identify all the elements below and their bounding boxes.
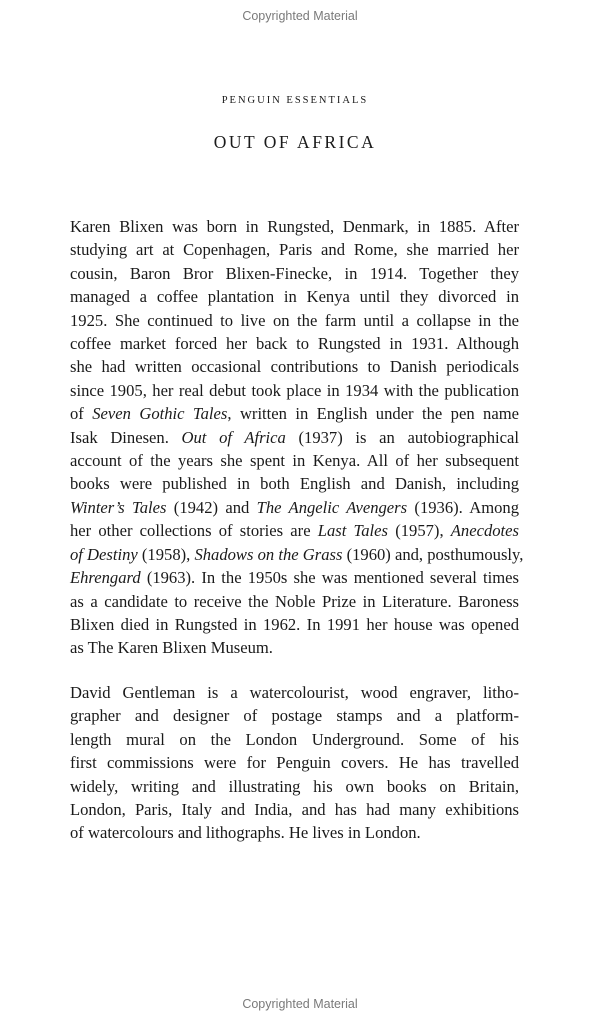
bio-line: account of the years she spent in Kenya. All of her subsequent [70,451,519,471]
bio-text: (1958), [137,544,195,564]
bio-line: David Gentleman is a watercolourist, wood engraver, litho- [70,683,519,702]
bio-text: (1960) and, posthumously, [342,544,524,564]
copyright-watermark-top: Copyrighted Material [242,9,358,23]
book-title-anecdotes: Anecdotes [450,521,519,541]
author-biography [70,215,524,660]
book-title-seven-gothic-tales: Seven Gothic Tales [92,404,228,424]
book-title-angelic-avengers: The Angelic Avengers [256,497,408,517]
bio-line: Karen Blixen was born in Rungsted, Denmark, in 1885. After [70,217,519,236]
bio-line: Blixen died in Rungsted in 1962. In 1991 her house was opened [70,614,519,634]
book-title-out-of-africa: Out of Africa [181,427,286,447]
bio-text: (1936). Among [407,497,519,517]
bio-line: as a candidate to receive the Noble Prize in Literature. Baroness [70,591,519,611]
bio-line [70,426,519,449]
bio-line: coffee market forced her back to Rungsted in 1931. Although [70,334,519,354]
bio-text: , written in English under the pen name [227,404,519,424]
series-name: PENGUIN ESSENTIALS [221,95,369,106]
bio-text: Isak Dinesen. [70,427,182,447]
bio-line: books were published in both English and Danish, including [70,474,519,494]
bio-line: she had written occasional contributions to Danish periodicals [70,357,519,377]
bio-line [70,543,524,566]
book-title-ehrengard: Ehrengard [70,568,141,588]
bio-line: cousin, Baron Bror Blixen-Finecke, in 1914. Together they [70,263,519,283]
book-title: OUT OF AFRICA [213,132,377,152]
bio-text: of [70,404,93,424]
bio-line: London, Paris, Italy and India, and has had many exhibitions [70,800,519,820]
bio-line [70,496,519,519]
bio-line: grapher and designer of postage stamps and a platform- [70,706,519,726]
bio-line: length mural on the London Underground. Some of his [70,729,519,749]
book-title-last-tales: Last Tales [317,521,388,541]
copyright-watermark-bottom: Copyrighted Material [242,997,358,1011]
bio-line: first commissions were for Penguin covers. He has travelled [70,753,519,773]
bio-line: as The Karen Blixen Museum. [70,638,273,658]
illustrator-biography [70,681,519,845]
bio-text: (1937) is an autobiographical [285,427,519,447]
bio-line [70,519,519,542]
bio-line: of watercolours and lithographs. He lives in London. [70,823,421,843]
book-title-of-destiny: of Destiny [70,544,138,564]
bio-text: (1942) and [166,497,257,517]
bio-line: widely, writing and illustrating his own books on Britain, [70,776,519,796]
bio-line [70,566,519,589]
bio-text: (1957), [388,521,451,541]
bio-line: studying art at Copenhagen, Paris and Rome, she married her [70,240,519,260]
bio-text: (1963). In the 1950s she was mentioned several times [140,568,519,588]
book-title-shadows-on-the-grass: Shadows on the Grass [194,544,343,564]
book-title-winters-tales: Winter’s Tales [70,497,167,517]
bio-line: 1925. She continued to live on the farm until a collapse in the [70,310,519,330]
bio-text: her other collections of stories are [70,521,318,541]
bio-line: since 1905, her real debut took place in 1934 with the publication [70,380,519,400]
bio-line: managed a coffee plantation in Kenya until they divorced in [70,287,519,307]
bio-line [70,402,519,425]
